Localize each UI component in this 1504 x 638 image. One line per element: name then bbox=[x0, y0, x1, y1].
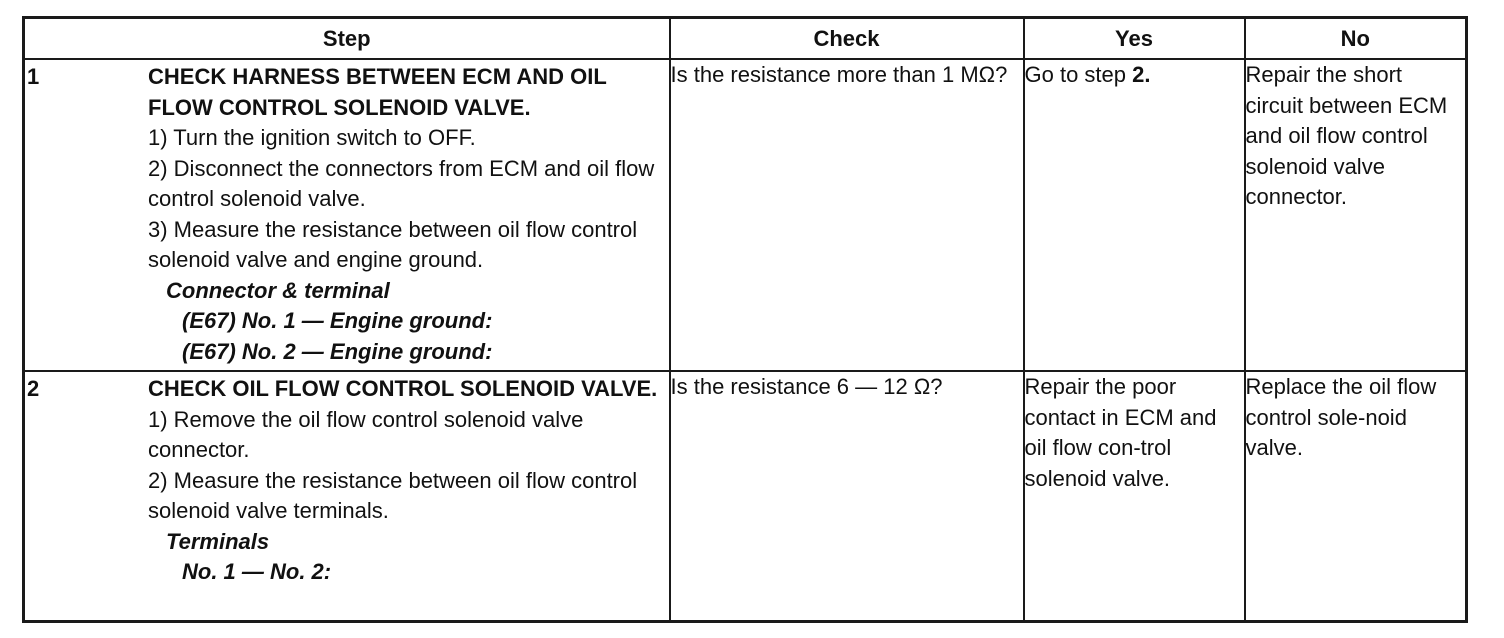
step-title: CHECK HARNESS BETWEEN ECM AND OIL FLOW CONTROL SOLENOID VALVE. bbox=[148, 64, 607, 120]
header-yes: Yes bbox=[1024, 18, 1245, 60]
table-row bbox=[24, 371, 1467, 622]
instruction: 2) Disconnect the connectors from ECM and oil flow control solenoid valve. bbox=[148, 155, 655, 211]
table-row bbox=[24, 59, 1467, 371]
check-cell: Is the resistance 6 — 12 Ω? bbox=[670, 371, 1024, 622]
instruction: 2) Measure the resistance between oil flow control solenoid valve terminals. bbox=[148, 467, 638, 523]
header-row bbox=[24, 18, 1467, 60]
step-cell bbox=[24, 59, 670, 371]
yes-step-ref: 2. bbox=[1132, 62, 1151, 87]
step-number: 2 bbox=[27, 376, 40, 401]
diagnostic-table bbox=[22, 16, 1468, 623]
instruction: 1) Turn the ignition switch to OFF. bbox=[148, 125, 476, 150]
check-cell: Is the resistance more than 1 MΩ? bbox=[670, 59, 1024, 371]
header-no: No bbox=[1245, 18, 1467, 60]
step-title: CHECK OIL FLOW CONTROL SOLENOID VALVE. bbox=[148, 376, 658, 401]
step-number: 1 bbox=[27, 64, 40, 89]
step-cell bbox=[24, 371, 670, 622]
header-check: Check bbox=[670, 18, 1024, 60]
header-step: Step bbox=[24, 18, 670, 60]
instruction: 3) Measure the resistance between oil flow control solenoid valve and engine ground. bbox=[148, 216, 638, 272]
yes-cell bbox=[1024, 59, 1245, 371]
no-cell: Replace the oil flow control sole-noid valve. bbox=[1245, 371, 1467, 622]
yes-cell: Repair the poor contact in ECM and oil flow con-trol solenoid valve. bbox=[1024, 371, 1245, 622]
spec-item: (E67) No. 1 — Engine ground: bbox=[182, 308, 493, 333]
spec-item: No. 1 — No. 2: bbox=[182, 559, 332, 584]
spec-item: (E67) No. 2 — Engine ground: bbox=[182, 338, 493, 364]
instruction: 1) Remove the oil flow control solenoid valve connector. bbox=[148, 406, 584, 462]
diagnostic-table-page bbox=[22, 16, 1465, 624]
yes-text: Go to step bbox=[1024, 62, 1133, 87]
spec-label: Terminals bbox=[166, 528, 270, 554]
no-cell: Repair the short circuit between ECM and oil flow control solenoid valve connector. bbox=[1245, 59, 1467, 371]
spec-label: Connector & terminal bbox=[166, 277, 390, 303]
